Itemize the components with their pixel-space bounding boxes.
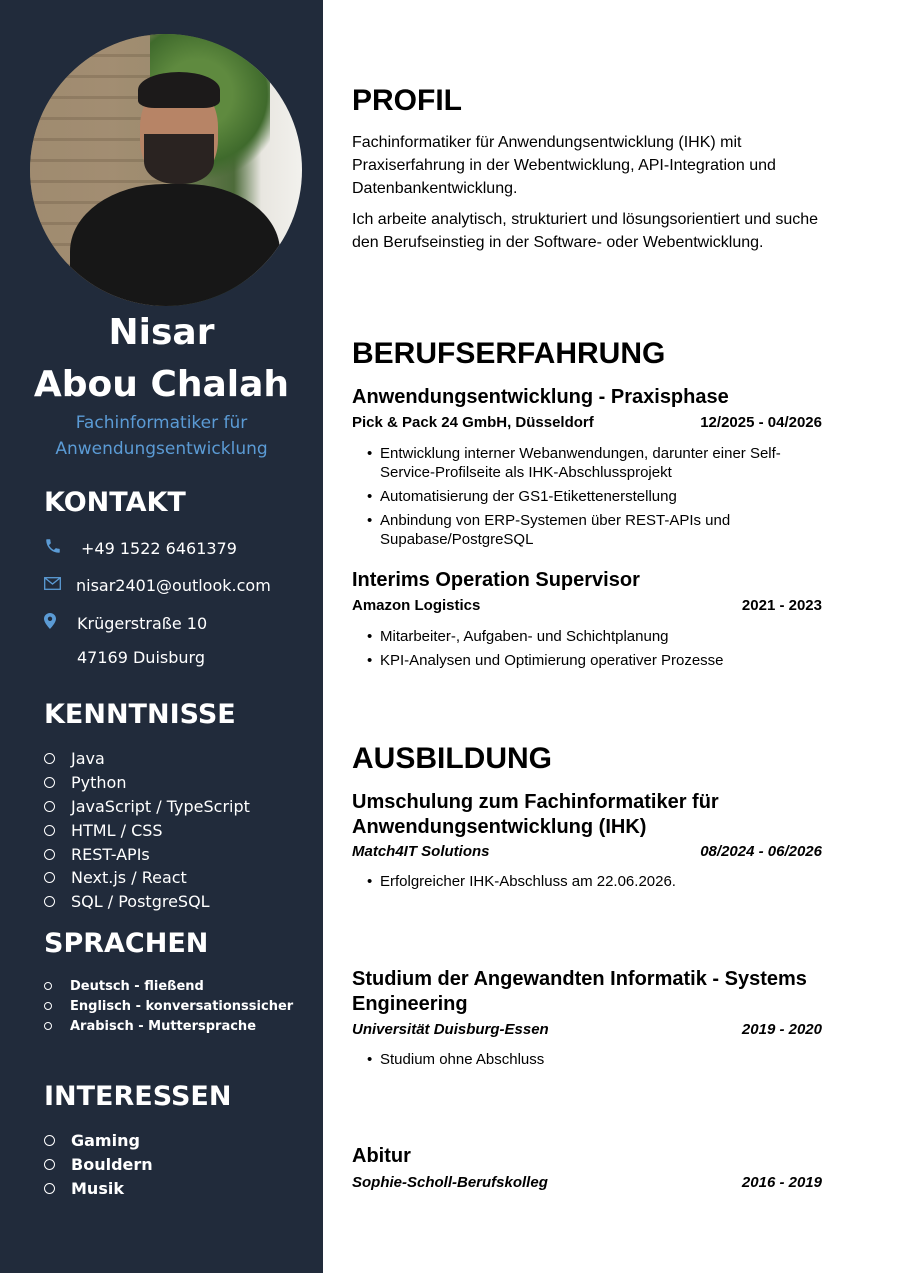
list-item: • Automatisierung der GS1-Etikettenerstellung [367, 487, 822, 506]
list-item: HTML / CSS [44, 818, 250, 842]
phone-number: +49 1522 6461379 [81, 539, 237, 558]
job-title-line1: Fachinformatiker für [75, 413, 248, 433]
list-item: Arabisch - Muttersprache [44, 1016, 293, 1036]
last-name: Abou Chalah [33, 364, 290, 405]
job-company: Amazon Logistics [352, 597, 481, 614]
education-bullets [367, 1050, 822, 1074]
contact-address [44, 613, 207, 634]
education-meta [352, 1021, 822, 1038]
education-institution: Match4IT Solutions [352, 843, 490, 860]
contact-email[interactable] [44, 575, 271, 595]
list-item: Deutsch - fließend [44, 976, 293, 996]
address-street: Krügerstraße 10 [77, 614, 208, 633]
list-item: • Mitarbeiter-, Aufgaben- und Schichtplanung [367, 627, 822, 646]
list-item: Gaming [44, 1129, 153, 1153]
list-item: • Erfolgreicher IHK-Abschluss am 22.06.2026. [367, 872, 822, 891]
interests-heading: INTERESSEN [44, 1081, 232, 1112]
education-period: 2019 - 2020 [741, 1021, 822, 1038]
skills-heading: KENNTNISSE [44, 699, 236, 730]
job-bullets [367, 627, 822, 675]
job-title-line2: Anwendungsentwicklung [55, 439, 268, 459]
languages-list [44, 976, 293, 1036]
education-bullets [367, 872, 822, 896]
profile-heading: PROFIL [352, 84, 462, 117]
address-city: 47169 Duisburg [77, 648, 205, 667]
location-pin-icon [44, 613, 77, 634]
education-period: 08/2024 - 06/2026 [700, 843, 822, 860]
experience-heading: BERUFSERFAHRUNG [352, 337, 666, 370]
email-address: nisar2401@outlook.com [76, 575, 271, 595]
education-meta [352, 843, 822, 860]
list-item: REST-APIs [44, 842, 250, 866]
list-item: Musik [44, 1177, 153, 1201]
interests-list [44, 1129, 153, 1200]
job-company: Pick & Pack 24 GmbH, Düsseldorf [352, 414, 594, 431]
mail-icon [44, 575, 76, 595]
list-item: Bouldern [44, 1153, 153, 1177]
list-item: • Entwicklung interner Webanwendungen, darunter einer Self-Service-Profilseite als IHK-Abschlussprojekt [367, 444, 822, 482]
education-meta [352, 1174, 822, 1191]
list-item: Englisch - konversationssicher [44, 996, 293, 1016]
list-item: Next.js / React [44, 866, 250, 890]
job-period: 12/2025 - 04/2026 [700, 414, 822, 431]
list-item: SQL / PostgreSQL [44, 890, 250, 914]
profile-paragraph-1: Fachinformatiker für Anwendungsentwicklung (IHK) mit Praxiserfahrung in der Webentwicklung, API-Integration und Datenbankentwicklung. [352, 134, 776, 197]
education-institution: Sophie-Scholl-Berufskolleg [352, 1174, 548, 1191]
sidebar [0, 0, 323, 1273]
list-item: JavaScript / TypeScript [44, 795, 250, 819]
job-title [0, 410, 323, 462]
list-item: Python [44, 771, 250, 795]
profile-paragraph-2: Ich arbeite analytisch, strukturiert und lösungsorientiert und suche den Berufseinstieg in der Software- oder Webentwicklung. [352, 211, 819, 251]
job-bullets [367, 444, 822, 554]
list-item: • KPI-Analysen und Optimierung operativer Prozesse [367, 651, 822, 670]
job-period: 2021 - 2023 [741, 597, 822, 614]
languages-heading: SPRACHEN [44, 928, 209, 959]
list-item: • Anbindung von ERP-Systemen über REST-APIs und Supabase/PostgreSQL [367, 511, 822, 549]
education-institution: Universität Duisburg-Essen [352, 1021, 549, 1038]
education-title: Umschulung zum Fachinformatiker für Anwendungsentwicklung (IHK) [352, 791, 719, 838]
education-period: 2016 - 2019 [741, 1174, 822, 1191]
job-meta [352, 414, 822, 431]
contact-phone[interactable] [44, 537, 237, 560]
education-title: Abitur [352, 1145, 411, 1167]
job-title: Interims Operation Supervisor [352, 569, 640, 591]
list-item: • Studium ohne Abschluss [367, 1050, 822, 1069]
job-title: Anwendungsentwicklung - Praxisphase [352, 386, 729, 408]
profile-photo [30, 34, 302, 306]
education-title: Studium der Angewandten Informatik - Systems Engineering [352, 968, 807, 1015]
phone-icon [44, 537, 81, 560]
job-meta [352, 597, 822, 614]
contact-heading: KONTAKT [44, 487, 186, 518]
first-name: Nisar [108, 312, 215, 353]
skills-list [44, 747, 250, 914]
education-heading: AUSBILDUNG [352, 742, 552, 775]
list-item: Java [44, 747, 250, 771]
